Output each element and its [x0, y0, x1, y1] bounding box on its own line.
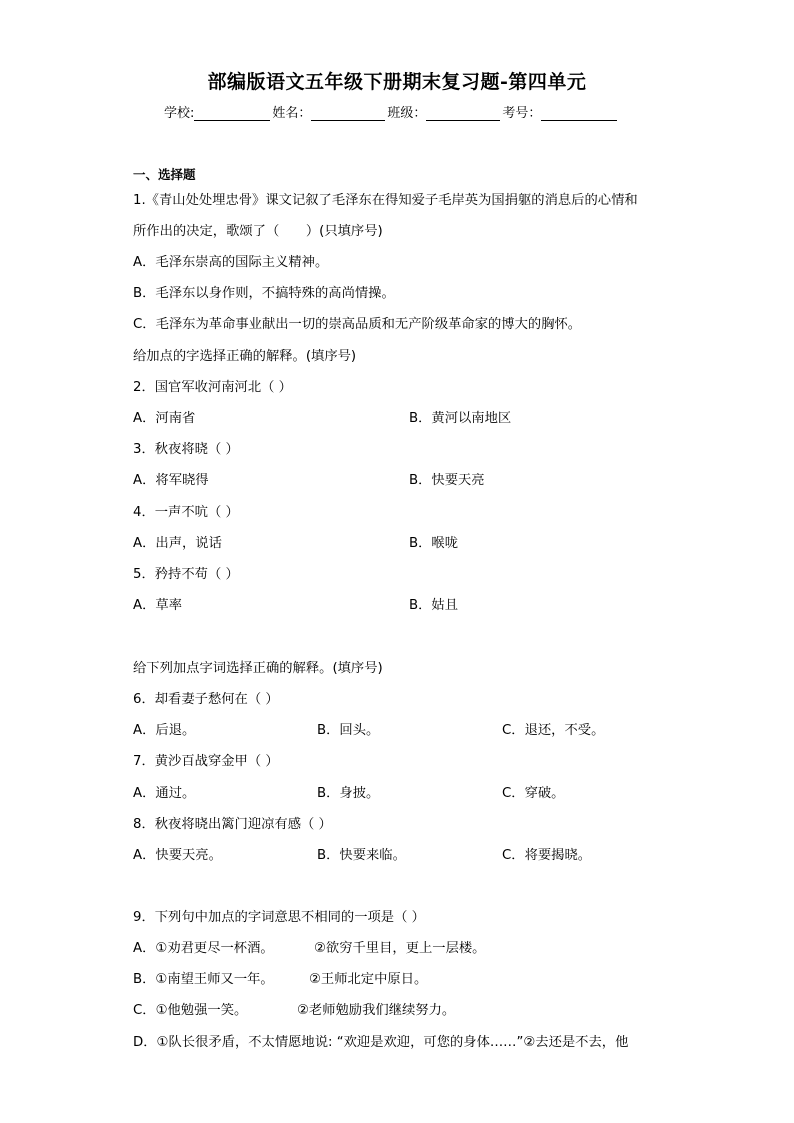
q1-option-c: C．毛泽东为革命事业献出一切的崇高品质和无产阶级革命家的博大的胸怀。	[133, 317, 582, 332]
q9-option-b1: B．①南望王师又一年。	[133, 972, 274, 987]
class-label: 班级：	[387, 106, 427, 121]
exam-no-blank[interactable]	[541, 106, 617, 121]
q9-option-a2: ②欲穷千里目，更上一层楼。	[314, 941, 486, 956]
page-title: 部编版语文五年级下册期末复习题-第四单元	[207, 71, 587, 93]
q2-option-b: B．黄河以南地区	[409, 411, 512, 426]
q4-option-a: A．出声，说话	[133, 536, 222, 551]
name-label: 姓名：	[272, 106, 312, 121]
q6-stem: 6．却看妻子愁何在（ ）	[133, 692, 279, 707]
q9-option-d: D．①队长很矛盾，不太情愿地说: “欢迎是欢迎，可您的身体……”②去还是不去，他	[133, 1035, 629, 1050]
section-heading: 一、选择题	[133, 167, 196, 182]
q1-option-a: A．毛泽东崇高的国际主义精神。	[133, 255, 329, 270]
q6-option-b: B．回头。	[317, 723, 380, 738]
q2-stem: 2．国官军收河南河北（ ）	[133, 380, 292, 395]
q1-stem-line1: 1.《青山处处埋忠骨》课文记叙了毛泽东在得知爱子毛岸英为国捐躯的消息后的心情和	[133, 193, 638, 208]
q7-stem: 7．黄沙百战穿金甲（ ）	[133, 754, 279, 769]
school-blank[interactable]	[194, 106, 270, 121]
q4-stem: 4．一声不吭（ ）	[133, 505, 239, 520]
q9-option-c1: C．①他勉强一笑。	[133, 1003, 248, 1018]
q6-option-c: C．退还，不受。	[502, 723, 605, 738]
school-label: 学校:	[164, 106, 195, 121]
q5-stem: 5．矜持不苟（ ）	[133, 567, 239, 582]
q8-option-a: A．快要天亮。	[133, 848, 222, 863]
q1-stem-line2: 所作出的决定，歌颂了（ ）(只填序号)	[133, 224, 383, 239]
q9-option-c2: ②老师勉励我们继续努力。	[297, 1003, 456, 1018]
q4-option-b: B．喉咙	[409, 536, 459, 551]
instruction-1: 给加点的字选择正确的解释。(填序号)	[133, 349, 357, 364]
name-blank[interactable]	[311, 106, 385, 121]
q8-stem: 8．秋夜将晓出篱门迎凉有感（ ）	[133, 817, 332, 832]
instruction-2: 给下列加点字词选择正确的解释。(填序号)	[133, 661, 383, 676]
q5-option-a: A．草率	[133, 598, 182, 613]
q3-option-a: A．将军晓得	[133, 473, 209, 488]
q7-option-a: A．通过。	[133, 786, 196, 801]
q8-option-b: B．快要来临。	[317, 848, 406, 863]
q2-option-a: A．河南省	[133, 411, 196, 426]
q6-option-a: A．后退。	[133, 723, 196, 738]
q8-option-c: C．将要揭晓。	[502, 848, 592, 863]
q1-option-b: B．毛泽东以身作则，不搞特殊的高尚情操。	[133, 286, 395, 301]
q7-option-c: C．穿破。	[502, 786, 565, 801]
exam-no-label: 考号：	[502, 106, 542, 121]
q9-option-a1: A．①劝君更尽一杯酒。	[133, 941, 274, 956]
q9-stem: 9．下列句中加点的字词意思不相同的一项是（ ）	[133, 910, 425, 925]
student-info-line	[164, 102, 617, 121]
q3-option-b: B．快要天亮	[409, 473, 485, 488]
q9-option-b2: ②王师北定中原日。	[309, 972, 428, 987]
q3-stem: 3．秋夜将晓（ ）	[133, 442, 239, 457]
q7-option-b: B．身披。	[317, 786, 380, 801]
q5-option-b: B．姑且	[409, 598, 459, 613]
class-blank[interactable]	[426, 106, 500, 121]
